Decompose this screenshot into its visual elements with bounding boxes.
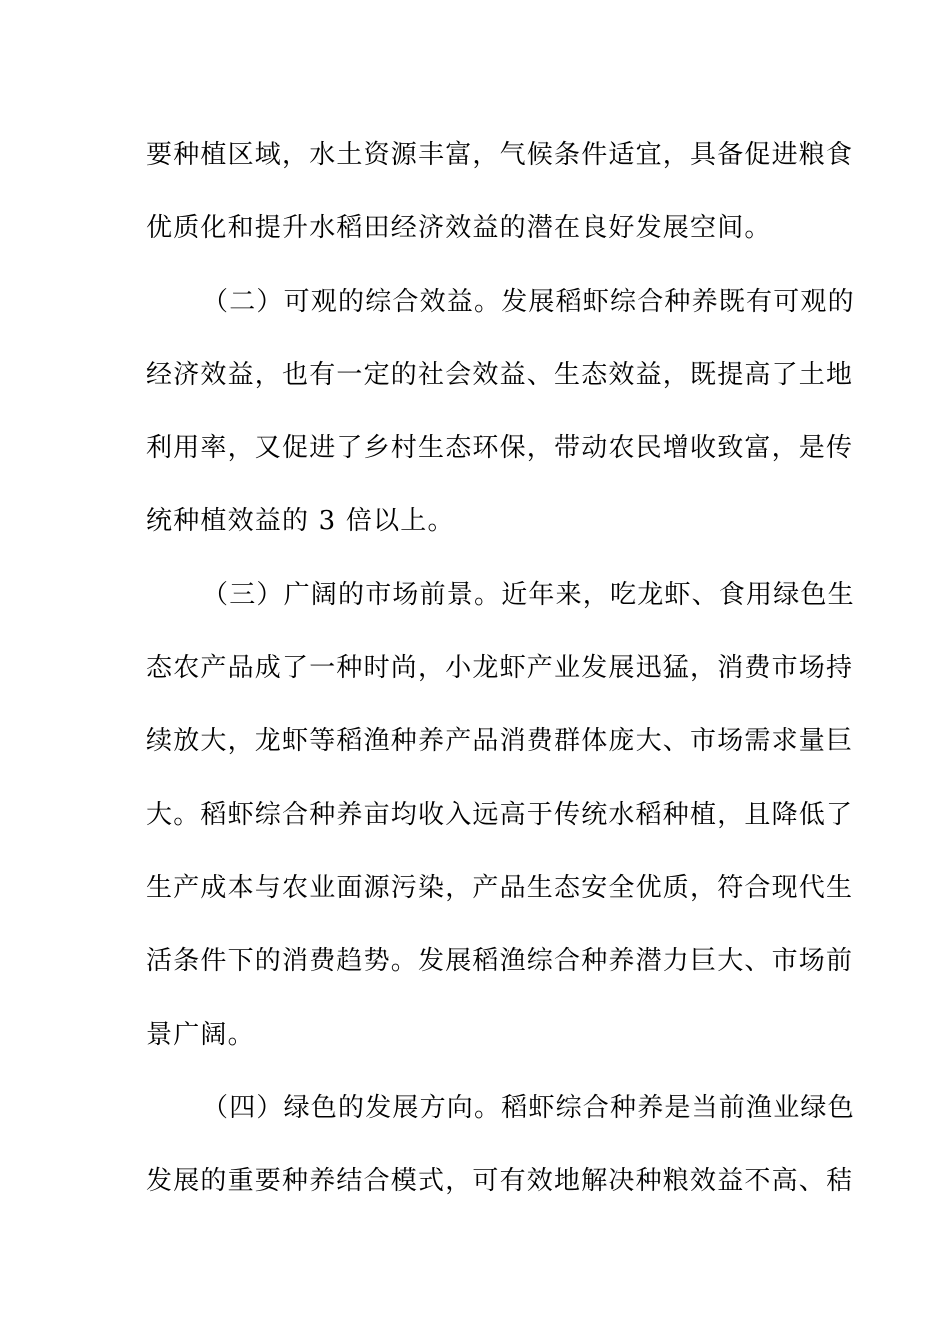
text-line: 景广阔。 — [146, 1019, 255, 1050]
text-line: 生产成本与农业面源污染，产品生态安全优质，符合现代生 — [146, 872, 854, 903]
text-line: 优质化和提升水稻田经济效益的潜在良好发展空间。 — [146, 213, 772, 244]
text-line: 发展的重要种养结合模式，可有效地解决种粮效益不高、秸 — [146, 1166, 854, 1197]
text-line: 要种植区域，水土资源丰富，气候条件适宜，具备促进粮食 — [146, 140, 854, 170]
text-line: 大。稻虾综合种养亩均收入远高于传统水稻种植，且降低了 — [146, 799, 854, 830]
text-line: 态农产品成了一种时尚，小龙虾产业发展迅猛，消费市场持 — [146, 653, 854, 684]
section-heading-line: （四）绿色的发展方向。稻虾综合种养是当前渔业绿色 — [202, 1092, 855, 1123]
text-line: 续放大，龙虾等稻渔种养产品消费群体庞大、市场需求量巨 — [146, 726, 854, 757]
text-line: 活条件下的消费趋势。发展稻渔综合种养潜力巨大、市场前 — [146, 946, 854, 977]
section-heading-line: （二）可观的综合效益。发展稻虾综合种养既有可观的 — [202, 286, 855, 317]
text-line: 统种植效益的 3 倍以上。 — [146, 506, 455, 537]
text-line: 经济效益，也有一定的社会效益、生态效益，既提高了土地 — [146, 359, 854, 390]
section-heading-line: （三）广阔的市场前景。近年来，吃龙虾、食用绿色生 — [202, 579, 855, 610]
body-text — [146, 126, 855, 1225]
text-line: 利用率，又促进了乡村生态环保，带动农民增收致富，是传 — [146, 433, 854, 464]
